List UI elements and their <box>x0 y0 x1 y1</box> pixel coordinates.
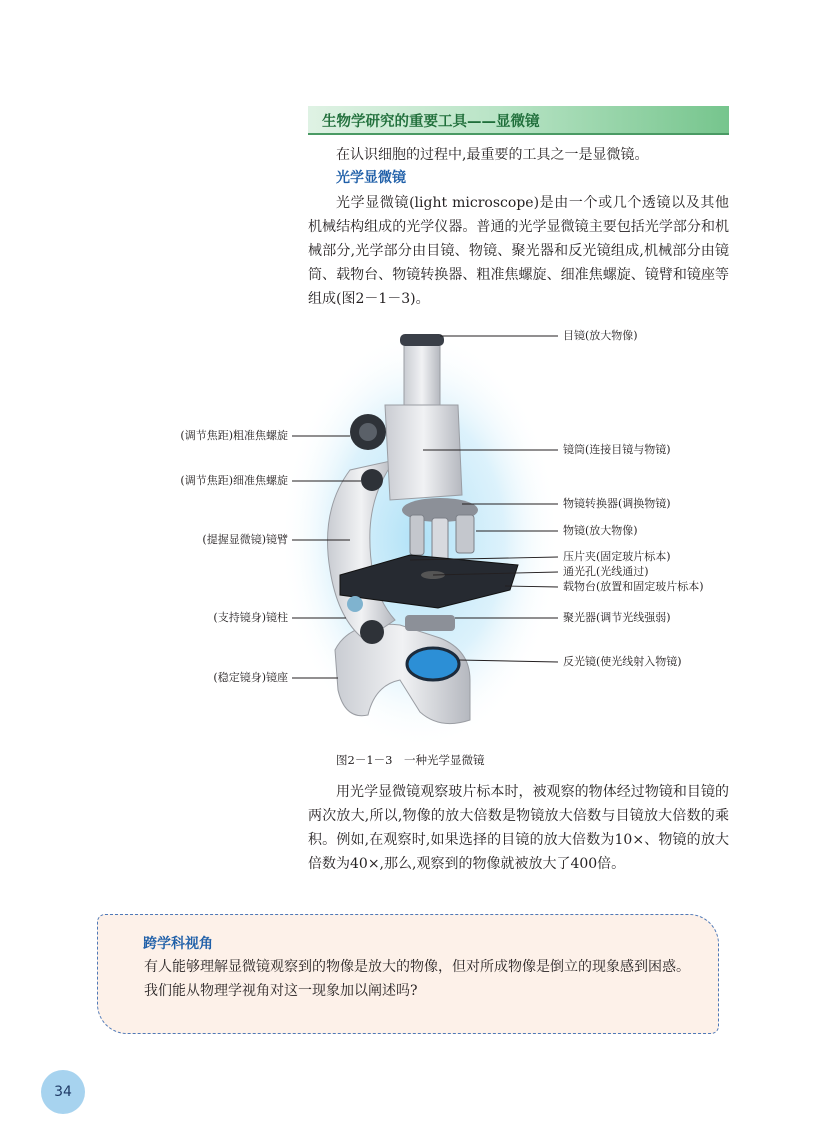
subheading: 光学显微镜 <box>336 170 406 186</box>
box-text <box>116 955 706 1003</box>
label-condenser: 聚光器(调节光线强弱) <box>563 611 671 624</box>
box-title: 跨学科视角 <box>143 936 213 952</box>
label-aperture: 通光孔(光线通过) <box>563 565 649 578</box>
label-pillar: (支持镜身)镜柱 <box>213 611 288 624</box>
label-stage-clip: 压片夹(固定玻片标本) <box>563 550 671 563</box>
body-block-2 <box>308 780 729 876</box>
box-paragraph-1: 有人能够理解显微镜观察到的物像是放大的物像，但对所成物像是倒立的现象感到困惑。 <box>144 959 690 975</box>
intro-block <box>308 143 729 167</box>
page-number: 34 <box>41 1070 85 1114</box>
box-paragraph-2: 我们能从物理学视角对这一现象加以阐述吗? <box>144 983 418 999</box>
interdisciplinary-box <box>97 914 719 1034</box>
intro-paragraph: 在认识细胞的过程中,最重要的工具之一是显微镜。 <box>336 147 649 163</box>
label-stage: 载物台(放置和固定玻片标本) <box>563 580 704 593</box>
label-nosepiece: 物镜转换器(调换物镜) <box>563 497 671 510</box>
microscope-illustration <box>0 320 816 770</box>
figure-caption: 图2－1－3 一种光学显微镜 <box>336 753 485 767</box>
microscope-figure <box>0 320 816 770</box>
body-block-1 <box>308 191 729 311</box>
label-tube: 镜筒(连接目镜与物镜) <box>563 443 671 456</box>
section-title: 生物学研究的重要工具——显微镜 <box>322 114 540 130</box>
section-header-bar <box>308 106 729 135</box>
label-objective: 物镜(放大物像) <box>563 524 638 537</box>
label-arm: (提握显微镜)镜臂 <box>202 533 288 546</box>
paragraph-1: 光学显微镜(light microscope)是由一个或几个透镜以及其他机械结构组成的光学仪器。普通的光学显微镜主要包括光学部分和机械部分,光学部分由目镜、物镜、聚光器和反光镜组成,机械部分由镜筒、载物台、物镜转换器、粗准焦螺旋、细准焦螺旋、镜臂和镜座等组成(图2－1－3)。 <box>308 195 729 307</box>
paragraph-2: 用光学显微镜观察玻片标本时，被观察的物体经过物镜和目镜的两次放大,所以,物像的放大倍数是物镜放大倍数与目镜放大倍数的乘积。例如,在观察时,如果选择的目镜的放大倍数为10×、物镜的放大倍数为40×,那么,观察到的物像就被放大了400倍。 <box>308 784 729 872</box>
label-fine-focus: (调节焦距)细准焦螺旋 <box>180 474 288 487</box>
label-base: (稳定镜身)镜座 <box>213 671 288 684</box>
label-coarse-focus: (调节焦距)粗准焦螺旋 <box>180 429 288 442</box>
label-mirror: 反光镜(使光线射入物镜) <box>563 655 682 668</box>
label-eyepiece: 目镜(放大物像) <box>563 329 638 342</box>
